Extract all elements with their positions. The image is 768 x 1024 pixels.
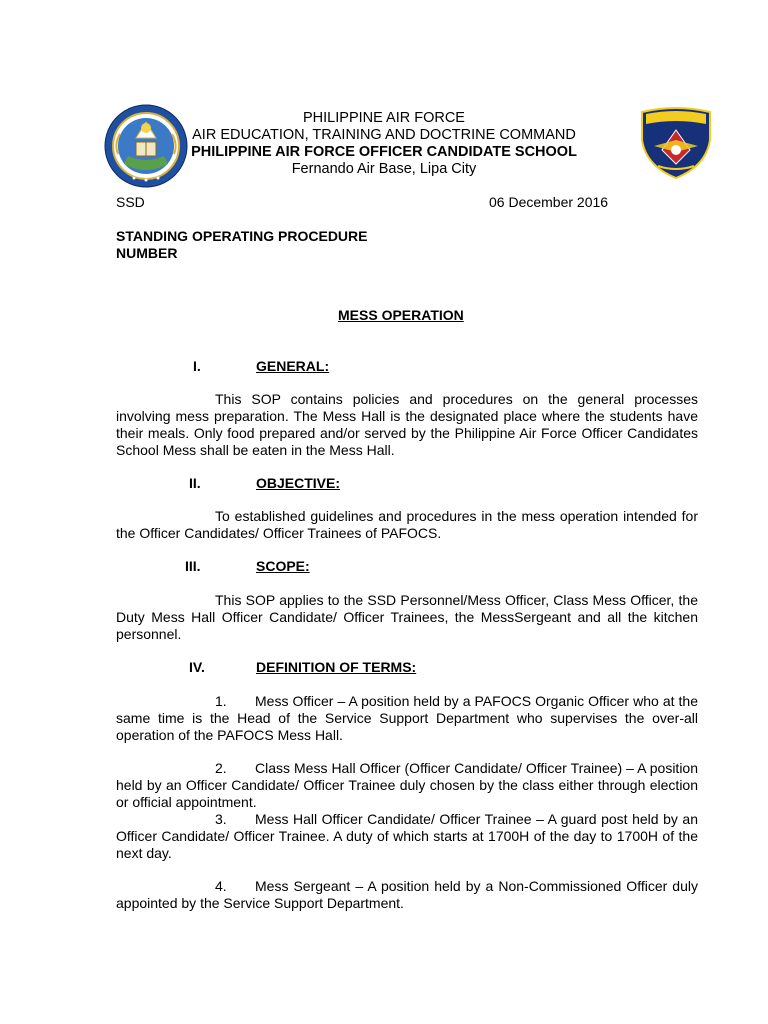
document-title-line-2: NUMBER [116, 245, 178, 261]
definition-text: Mess Officer – A position held by a PAFOCS Organic Officer who at the same time is the Head of the Service Support Department who supervises the over-all operation of the PAFOCS Mess Hall. [116, 693, 698, 743]
definition-item [116, 878, 698, 912]
definition-item [116, 693, 698, 744]
section-number: IV. [189, 659, 205, 675]
section-number: I. [193, 358, 201, 374]
letterhead-line-2: AIR EDUCATION, TRAINING AND DOCTRINE COMMAND [192, 127, 576, 143]
definition-text: Mess Hall Officer Candidate/ Officer Trainee – A guard post held by an Officer Candidate/ Officer Trainee. A duty of which starts at 1700H of the day to 1700H of the next day. [116, 811, 698, 861]
section-title: GENERAL: [256, 358, 330, 374]
section-number: II. [189, 475, 201, 491]
definition-text: Mess Sergeant – A position held by a Non-Commissioned Officer duly appointed by the Service Support Department. [116, 878, 698, 911]
definition-item [116, 760, 698, 811]
section-body: To established guidelines and procedures in the mess operation intended for the Officer Candidates/ Officer Trainees of PAFOCS. [116, 508, 698, 541]
definition-number: 1. [215, 693, 227, 709]
definition-number: 4. [215, 878, 227, 894]
subject-heading: MESS OPERATION [338, 307, 464, 323]
section-body: This SOP applies to the SSD Personnel/Mess Officer, Class Mess Officer, the Duty Mess Hall Officer Candidate/ Officer Trainees, the MessSergeant and all the kitchen personnel. [116, 592, 698, 642]
document-title [116, 228, 368, 262]
section-title: DEFINITION OF TERMS: [256, 659, 417, 675]
section-title: OBJECTIVE: [256, 475, 341, 491]
letterhead-line-3: PHILIPPINE AIR FORCE OFFICER CANDIDATE SCHOOL [191, 144, 577, 160]
letterhead-line-1: PHILIPPINE AIR FORCE [303, 110, 465, 126]
definition-number: 3. [215, 811, 227, 827]
document-date: 06 December 2016 [489, 194, 609, 210]
document-title-line-1: STANDING OPERATING PROCEDURE [116, 228, 368, 244]
definition-item [116, 811, 698, 862]
section-title: SCOPE: [256, 558, 310, 574]
definition-number: 2. [215, 760, 227, 776]
office-code: SSD [116, 194, 145, 210]
definition-text: Class Mess Hall Officer (Officer Candidate/ Officer Trainee) – A position held by an Officer Candidate/ Officer Trainee duly chosen by the class either through election or official appointment. [116, 760, 698, 810]
letterhead [0, 110, 768, 178]
letterhead-line-4: Fernando Air Base, Lipa City [291, 161, 477, 177]
section-number: III. [185, 558, 201, 574]
section-body: This SOP contains policies and procedures on the general processes involving mess preparation. The Mess Hall is the designated place where the students have their meals. Only food prepared and/or served by the Philippine Air Force Officer Candidates School Mess shall be eaten in the Mess Hall. [116, 391, 698, 458]
